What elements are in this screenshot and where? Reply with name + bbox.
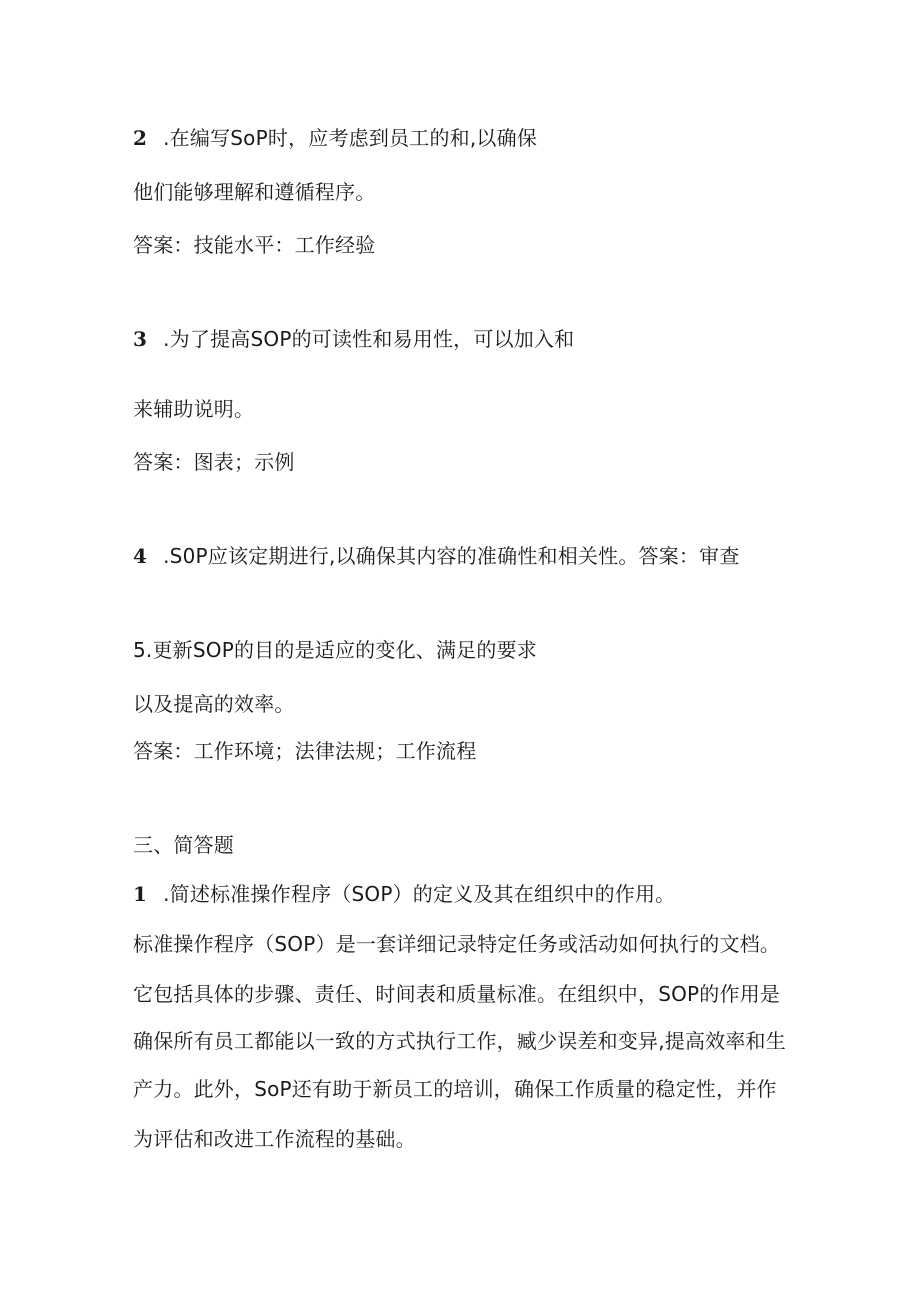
short-answer-line-2: 它包括具体的步骤、责任、时间表和质量标准。在组织中，SOP的作用是 bbox=[133, 982, 781, 1006]
question-5-line-1: 5.更新SOP的目的是适应的变化、满足的要求 bbox=[133, 638, 537, 662]
short-answer-line-5: 为评估和改进工作流程的基础。 bbox=[133, 1127, 416, 1151]
section-heading: 三、简答题 bbox=[133, 833, 234, 857]
question-5-line-2: 以及提高的效率。 bbox=[133, 692, 295, 716]
question-5-answer: 答案：工作环境；法律法规；工作流程 bbox=[133, 739, 477, 763]
short-question-1-number: 1 bbox=[133, 882, 148, 906]
question-2-answer: 答案：技能水平：工作经验 bbox=[133, 233, 376, 257]
question-3-text: .为了提高SOP的可读性和易用性，可以加入和 bbox=[163, 327, 575, 351]
question-3-line-2: 来辅助说明。 bbox=[133, 397, 255, 421]
short-question-1-text: .简述标准操作程序（SOP）的定义及其在组织中的作用。 bbox=[163, 882, 676, 906]
question-2-number: 2 bbox=[133, 126, 148, 150]
question-2-line-2: 他们能够理解和遵循程序。 bbox=[133, 180, 376, 204]
short-question-1 bbox=[133, 882, 675, 906]
question-4-number: 4 bbox=[133, 544, 148, 568]
question-3-line-1 bbox=[133, 327, 574, 351]
question-4-line-1 bbox=[133, 544, 740, 568]
question-3-number: 3 bbox=[133, 327, 148, 351]
short-answer-line-4: 产力。此外，SoP还有助于新员工的培训，确保工作质量的稳定性，并作 bbox=[133, 1077, 777, 1101]
short-answer-line-1: 标准操作程序（SOP）是一套详细记录特定任务或活动如何执行的文档。 bbox=[133, 932, 781, 956]
question-3-answer: 答案：图表；示例 bbox=[133, 450, 295, 474]
question-4-text: .S0P应该定期进行,以确保其内容的准确性和相关性。答案：审查 bbox=[163, 544, 740, 568]
short-answer-line-3: 确保所有员工都能以一致的方式执行工作，臧少误差和变异,提高效率和生 bbox=[133, 1029, 786, 1053]
question-2-line-1 bbox=[133, 126, 537, 150]
question-2-text: .在编写SoP时，应考虑到员工的和,以确保 bbox=[163, 126, 538, 150]
